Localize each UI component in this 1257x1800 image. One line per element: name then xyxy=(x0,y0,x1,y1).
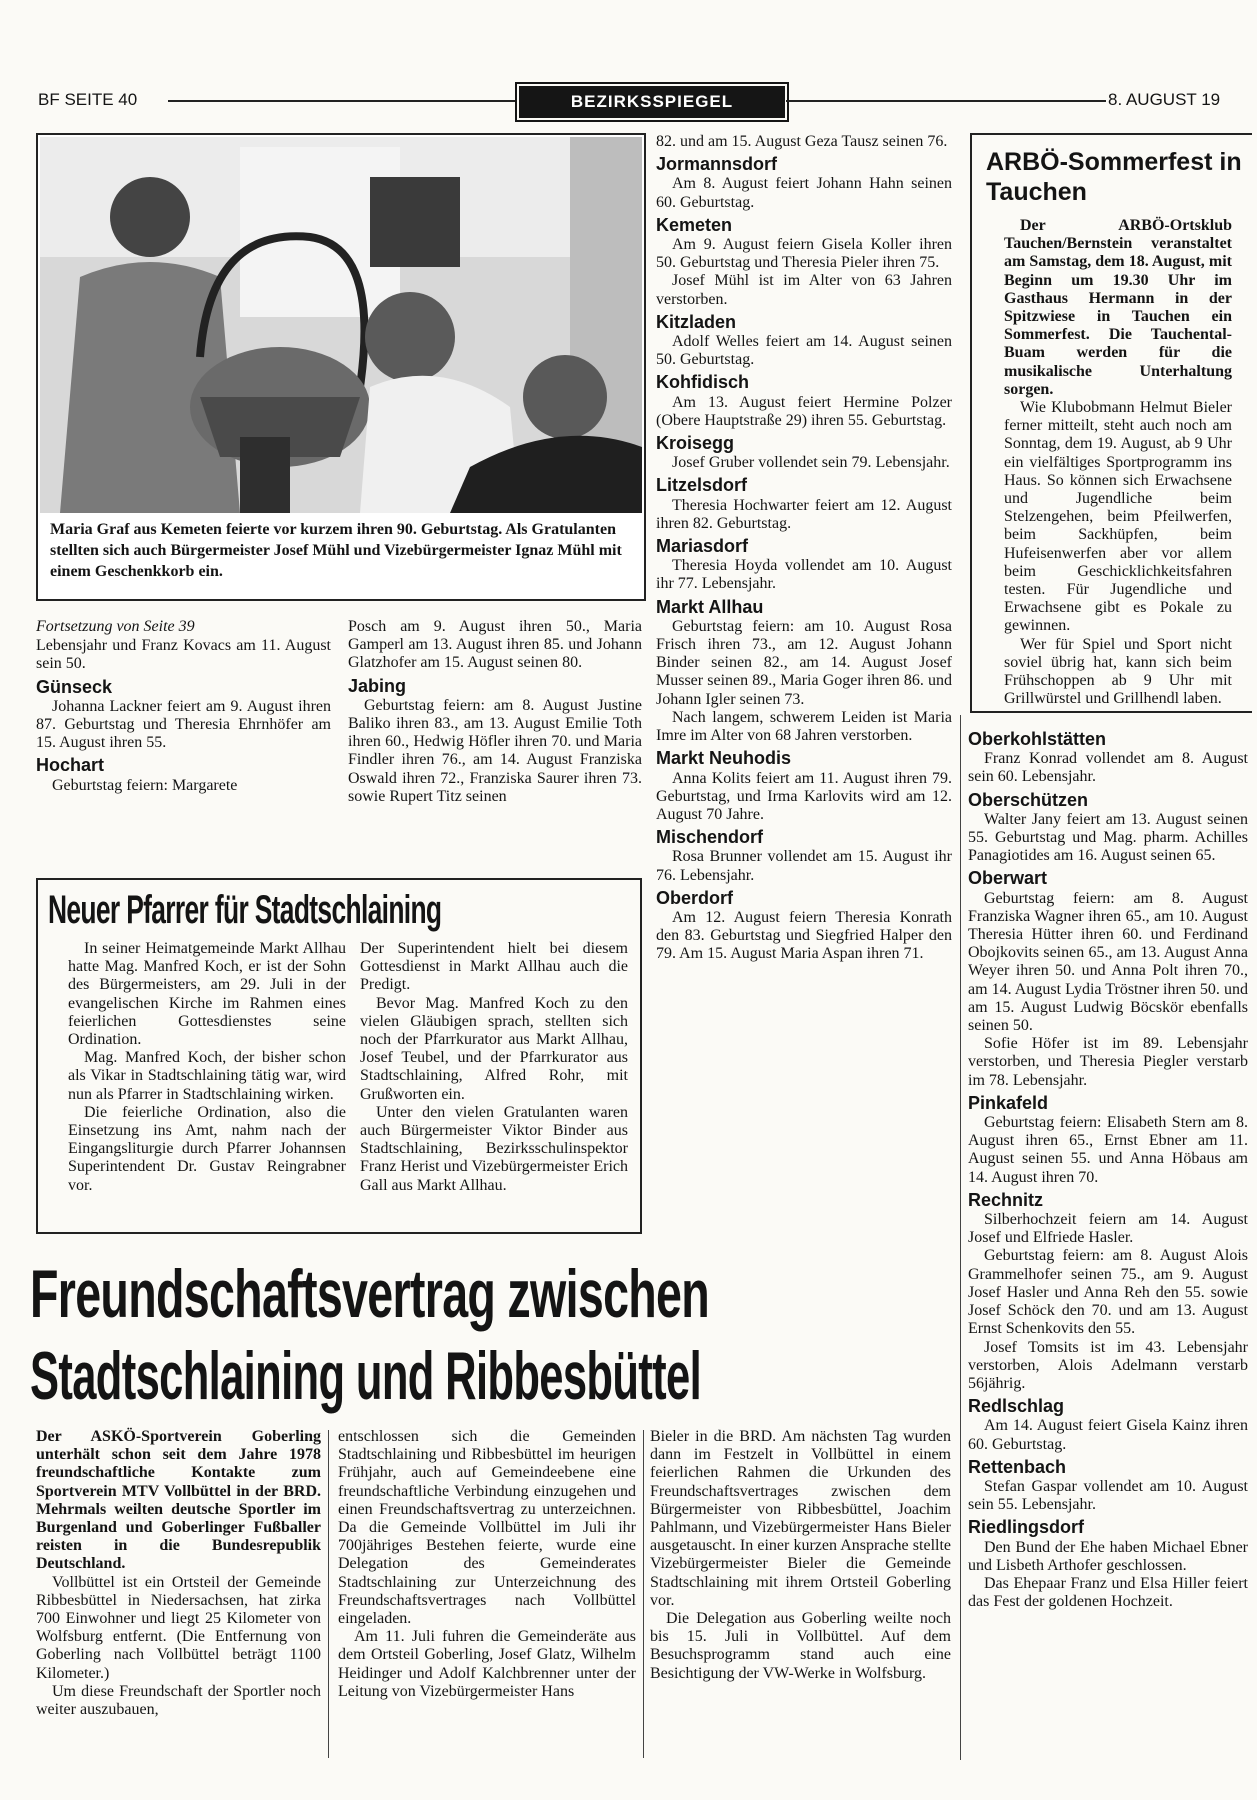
paragraph: Lebensjahr und Franz Kovacs am 11. August sein 50. xyxy=(36,637,331,673)
place-heading: Markt Neuhodis xyxy=(656,748,792,769)
paragraph: Am 14. August feiert Gisela Kainz ihren 60. Geburtstag. xyxy=(968,1417,1248,1453)
paragraph: Johanna Lackner feiert am 9. August ihren 87. Geburtstag und Theresia Ehrnhöfer am 15. August ihren 55. xyxy=(36,697,331,752)
paragraph: In seiner Heimatgemeinde Markt Allhau hatte Mag. Manfred Koch, er ist der Sohn des Bürgermeisters, am 29. Juli in der evangelischen Kirche im Rahmen eines feierlichen Gottesdienstes seine Ordination. xyxy=(68,940,346,1049)
pfarrer-headline: Neuer Pfarrer für Stadtschlaining xyxy=(48,888,442,932)
paragraph: Rosa Brunner vollendet am 15. August ihr 76. Lebensjahr. xyxy=(656,848,952,884)
paragraph: Der ASKÖ-Sportverein Goberling unterhält schon seit dem Jahre 1978 freundschaftliche Kontakte zum Sportverein MTV Vollbüttel in der BRD. Mehrmals weilten deutsche Sportler im Burgenland und Goberlinger Fußballer reisten in die Bundesrepublik Deutschland. xyxy=(36,1428,321,1573)
place-heading: Riedlingsdorf xyxy=(968,1517,1084,1538)
place-heading: Kitzladen xyxy=(656,311,737,332)
column-divider-3 xyxy=(960,715,961,1760)
place-heading: Jormannsdorf xyxy=(656,154,778,175)
paragraph: Geburtstag feiern: Elisabeth Stern am 8. August ihren 65., Ernst Ebner am 11. August seinen 55. und Anna Höbaus am 14. August ihren 70. xyxy=(968,1114,1248,1186)
paragraph: Posch am 9. August ihren 50., Maria Gamperl am 13. August ihren 85. und Johann Glatzhofer am 15. August seinen 80. xyxy=(348,618,642,672)
paragraph: Am 8. August feiert Johann Hahn seinen 60. Geburtstag. xyxy=(656,175,952,211)
place-heading: Oberwart xyxy=(968,868,1048,889)
freundschaft-headline-line2: Stadtschlaining und Ribbesbüttel xyxy=(30,1338,702,1414)
issue-date: 8. AUGUST 19 xyxy=(1108,90,1221,109)
paragraph: Nach langem, schwerem Leiden ist Maria Imre im Alter von 68 Jahren verstorben. xyxy=(656,708,952,745)
paragraph: Den Bund der Ehe haben Michael Ebner und Lisbeth Arthofer geschlossen. xyxy=(968,1538,1248,1574)
paragraph: Sofie Höfer ist im 89. Lebensjahr verstorben, und Theresia Piegler verstarb im 78. Lebensjahr. xyxy=(968,1035,1248,1089)
paragraph: Bevor Mag. Manfred Koch zu den vielen Gläubigen sprach, stellten sich noch der Pfarrkurator aus Markt Allhau, Josef Teubel, und der Pfarrkurator aus Stadtschlaining, Alfred Rohr, mit Grußworten ein. xyxy=(360,994,628,1103)
paragraph: Adolf Welles feiert am 14. August seinen 50. Geburtstag. xyxy=(656,333,952,369)
paragraph: Geburtstag feiern: am 10. August Rosa Frisch ihren 73., am 12. August Johann Binder seinen 82., am 14. August Josef Musser seinen 89., Maria Goger ihren 86. und Johann Igler seinen 73. xyxy=(656,617,952,708)
continuation-note: Fortsetzung von Seite 39 xyxy=(36,618,195,635)
place-heading: Oberkohlstätten xyxy=(968,729,1107,749)
place-heading: Rechnitz xyxy=(968,1189,1044,1210)
place-heading: Jabing xyxy=(348,675,407,696)
birthdays-right xyxy=(968,726,1248,1611)
paragraph: Bieler in die BRD. Am nächsten Tag wurden dann im Festzelt in Vollbüttel in einem feierlichen Rahmen die Urkunden des Freundschaftsvertrages zwischen dem Bürgermeister von Ribbesbüttel, Joachim Pahlmann, und Vizebürgermeister Hans Bieler ausgetauscht. In einer kurzen Ansprache stellte Vizebürgermeister Bieler die Gemeinde Stadtschlaining mit ihrem Ortsteil Goberling vor. xyxy=(650,1428,951,1609)
place-heading: Pinkafeld xyxy=(968,1092,1049,1113)
paragraph: Das Ehepaar Franz und Elsa Hiller feiert das Fest der goldenen Hochzeit. xyxy=(968,1574,1248,1611)
header-rule-left xyxy=(168,100,518,102)
paragraph: Die Delegation aus Goberling weilte noch bis 15. Juli in Vollbüttel. Auf dem Besuchsprogramm stand auch eine Besichtigung der VW-Werke in Wolfsburg. xyxy=(650,1610,951,1682)
paragraph: Vollbüttel ist ein Ortsteil der Gemeinde Ribbesbüttel in Niedersachsen, hat zirka 700 Einwohner und liegt 25 Kilometer von Wolfsburg entfernt. (Die Entfernung von Goberling nach Vollbüttel beträgt 1100 Kilometer.) xyxy=(36,1573,321,1682)
place-heading: Oberschützen xyxy=(968,789,1089,810)
place-heading: Günseck xyxy=(36,676,113,697)
freundschaft-col2 xyxy=(338,1428,636,1701)
arboe-article xyxy=(970,133,1252,713)
page-label: BF SEITE 40 xyxy=(38,90,138,109)
paragraph: Am 11. Juli fuhren die Gemeinderäte aus dem Ortsteil Goberling, Josef Glatz, Wilhelm Heidinger und Adolf Kalchbrenner unter der Leitung von Vizebürgermeister Hans xyxy=(338,1628,636,1700)
birthdays-left-col1 xyxy=(36,618,331,795)
place-heading: Hochart xyxy=(36,755,105,776)
birthdays-left-col2 xyxy=(348,618,642,806)
column-divider-1 xyxy=(328,1430,329,1758)
place-heading: Oberdorf xyxy=(656,887,734,908)
paragraph: Stefan Gaspar vollendet am 10. August sein 55. Lebensjahr. xyxy=(968,1477,1248,1514)
paragraph: Anna Kolits feiert am 11. August ihren 79. Geburtstag, und Irma Karlovits wird am 12. August 70 Jahre. xyxy=(656,769,952,823)
paragraph: Die feierliche Ordination, also die Einsetzung ins Amt, nahm nach der Eingangsliturgie durch Pfarrer Johannsen Superintendent Dr. Gustav Reingrabner vor. xyxy=(68,1103,346,1194)
paragraph: Wer für Spiel und Sport nicht soviel übrig hat, kann sich beim Frühschoppen ab 9 Uhr mit Grillwürstel und Grillhendl laben. xyxy=(1004,635,1232,708)
place-heading: Rettenbach xyxy=(968,1456,1067,1477)
header-rule-right xyxy=(786,100,1106,102)
paragraph: Geburtstag feiern: Margarete xyxy=(52,776,238,794)
paragraph: Theresia Hoyda vollendet am 10. August ihr 77. Lebensjahr. xyxy=(656,557,952,593)
arboe-headline: ARBÖ-Sommerfest in Tauchen xyxy=(986,148,1242,206)
photo-image xyxy=(40,137,642,513)
arboe-body xyxy=(1004,217,1232,708)
paragraph: Josef Mühl ist im Alter von 63 Jahren verstorben. xyxy=(656,272,952,308)
paragraph: Walter Jany feiert am 13. August seinen 55. Geburtstag und Mag. pharm. Achilles Panagiotides am 16. August seinen 65. xyxy=(968,810,1248,865)
paragraph: Silberhochzeit feiern am 14. August Josef und Elfriede Hasler. xyxy=(968,1211,1248,1247)
photo-box xyxy=(36,133,646,601)
place-heading: Kroisegg xyxy=(656,433,735,454)
paragraph: Mag. Manfred Koch, der bisher schon als Vikar in Stadtschlaining tätig war, wird nun als Pfarrer in Stadtschlaining wirken. xyxy=(68,1049,346,1103)
paragraph: Um diese Freundschaft der Sportler noch weiter auszubauen, xyxy=(36,1682,321,1719)
freundschaft-col1 xyxy=(36,1428,321,1719)
paragraph: Geburtstag feiern: am 8. August Justine Baliko ihren 83., am 13. August Emilie Toth ihren 60., Hedwig Höfler ihren 70. und Maria Findler ihren 76., am 14. August Franziska Oswald ihren 72., Franziska Saurer ihren 73. sowie Rupert Titz seinen xyxy=(348,696,642,805)
paragraph: Franz Konrad vollendet am 8. August sein 60. Lebensjahr. xyxy=(968,750,1248,786)
paragraph: Der ARBÖ-Ortsklub Tauchen/Bernstein veranstaltet am Samstag, dem 18. August, mit Beginn um 19.30 Uhr im Gasthaus Hermann in der Spitzwiese in Tauchen ein Sommerfest. Die Tauchental-Buam werden für die musikalische Unterhaltung sorgen. xyxy=(1004,217,1232,398)
paragraph: Josef Gruber vollendet sein 79. Lebensjahr. xyxy=(672,454,950,472)
paragraph: Am 9. August feiern Gisela Koller ihren 50. Geburtstag und Theresia Pieler ihren 75. xyxy=(656,236,952,272)
paragraph: Geburtstag feiern: am 8. August Franziska Wagner ihren 65., am 10. August Theresia Hütter ihren 60. und Ferdinand Obojkovits seinen 65., am 13. August Anna Weyer ihren 50. und Anna Polt ihren 70., am 14. August Lydia Tröstner ihren 50. und am 15. August Ludwig Böcskör ebenfalls seinen 50. xyxy=(968,889,1248,1035)
paragraph: Am 12. August feiern Theresia Konrath den 83. Geburtstag und Siegfried Halper den 79. Am 15. August Maria Aspan ihren 71. xyxy=(656,908,952,963)
place-heading: Markt Allhau xyxy=(656,596,764,617)
place-heading: Mischendorf xyxy=(656,827,764,848)
paragraph: Wie Klubobmann Helmut Bieler ferner mitteilt, steht auch noch am Sonntag, dem 19. August, ab 9 Uhr ein vielfältiges Sportprogramm ins Haus. So können sich Erwachsene und Jugendliche beim Stelzengehen, beim Pfeilwerfen, beim Sackhüpfen, beim Hufeisenwerfen aber vor allem beim Geschicklichkeitsfahren testen. Für Jugendliche und Erwachsene gibt es Pokale zu gewinnen. xyxy=(1004,399,1232,635)
paragraph: entschlossen sich die Gemeinden Stadtschlaining und Ribbesbüttel im heurigen Frühjahr, auch auf Gemeindeebene eine freundschaftliche Verbindung einzugehen und einen Freundschaftsvertrag zu unterzeichnen. Da die Gemeinde Vollbüttel im Juli ihr 700jähriges Bestehen feierte, wurde eine Delegation des Gemeinderates Stadtschlaining zur Unterzeichnung des Freundschaftsvertrages nach Vollbüttel eingeladen. xyxy=(338,1428,636,1628)
photo-caption: Maria Graf aus Kemeten feierte vor kurzem ihren 90. Geburtstag. Als Gratulanten stellten sich auch Bürgermeister Josef Mühl und Vizebürgermeister Ignaz Mühl mit einem Geschenkkorb ein. xyxy=(50,521,622,580)
place-heading: Redlschlag xyxy=(968,1396,1065,1417)
place-heading: Litzelsdorf xyxy=(656,475,748,496)
section-badge: BEZIRKSSPIEGEL xyxy=(519,86,785,118)
paragraph: Unter den vielen Gratulanten waren auch Bürgermeister Viktor Binder aus Stadtschlaining, Bezirksschulinspektor Franz Herist und Vizebürgermeister Erich Gall aus Markt Allhau. xyxy=(360,1103,628,1194)
pfarrer-col1 xyxy=(68,940,346,1195)
paragraph: 82. und am 15. August Geza Tausz seinen 76. xyxy=(656,133,948,150)
column-divider-2 xyxy=(643,1430,644,1758)
pfarrer-article xyxy=(36,878,642,1234)
freundschaft-headline-line1: Freundschaftsvertrag zwischen xyxy=(30,1256,710,1332)
place-heading: Kohfidisch xyxy=(656,372,749,393)
place-heading: Kemeten xyxy=(656,214,733,235)
freundschaft-col3 xyxy=(650,1428,951,1683)
birthdays-mid xyxy=(656,133,952,964)
paragraph: Geburtstag feiern: am 8. August Alois Grammelhofer seinen 75., am 9. August Josef Hasler und Anna Reh den 55. sowie Josef Schöck den 70. und am 13. August Ernst Schenkovits den 55. xyxy=(968,1247,1248,1338)
paragraph: Der Superintendent hielt bei diesem Gottesdienst in Markt Allhau auch die Predigt. xyxy=(360,940,628,994)
paragraph: Theresia Hochwarter feiert am 12. August ihren 82. Geburtstag. xyxy=(656,496,952,532)
place-heading: Mariasdorf xyxy=(656,536,749,557)
paragraph: Am 13. August feiert Hermine Polzer (Obere Hauptstraße 29) ihren 55. Geburtstag. xyxy=(656,393,952,429)
pfarrer-col2 xyxy=(360,940,628,1195)
paragraph: Josef Tomsits ist im 43. Lebensjahr verstorben, Alois Adelmann verstarb 56jährig. xyxy=(968,1338,1248,1392)
